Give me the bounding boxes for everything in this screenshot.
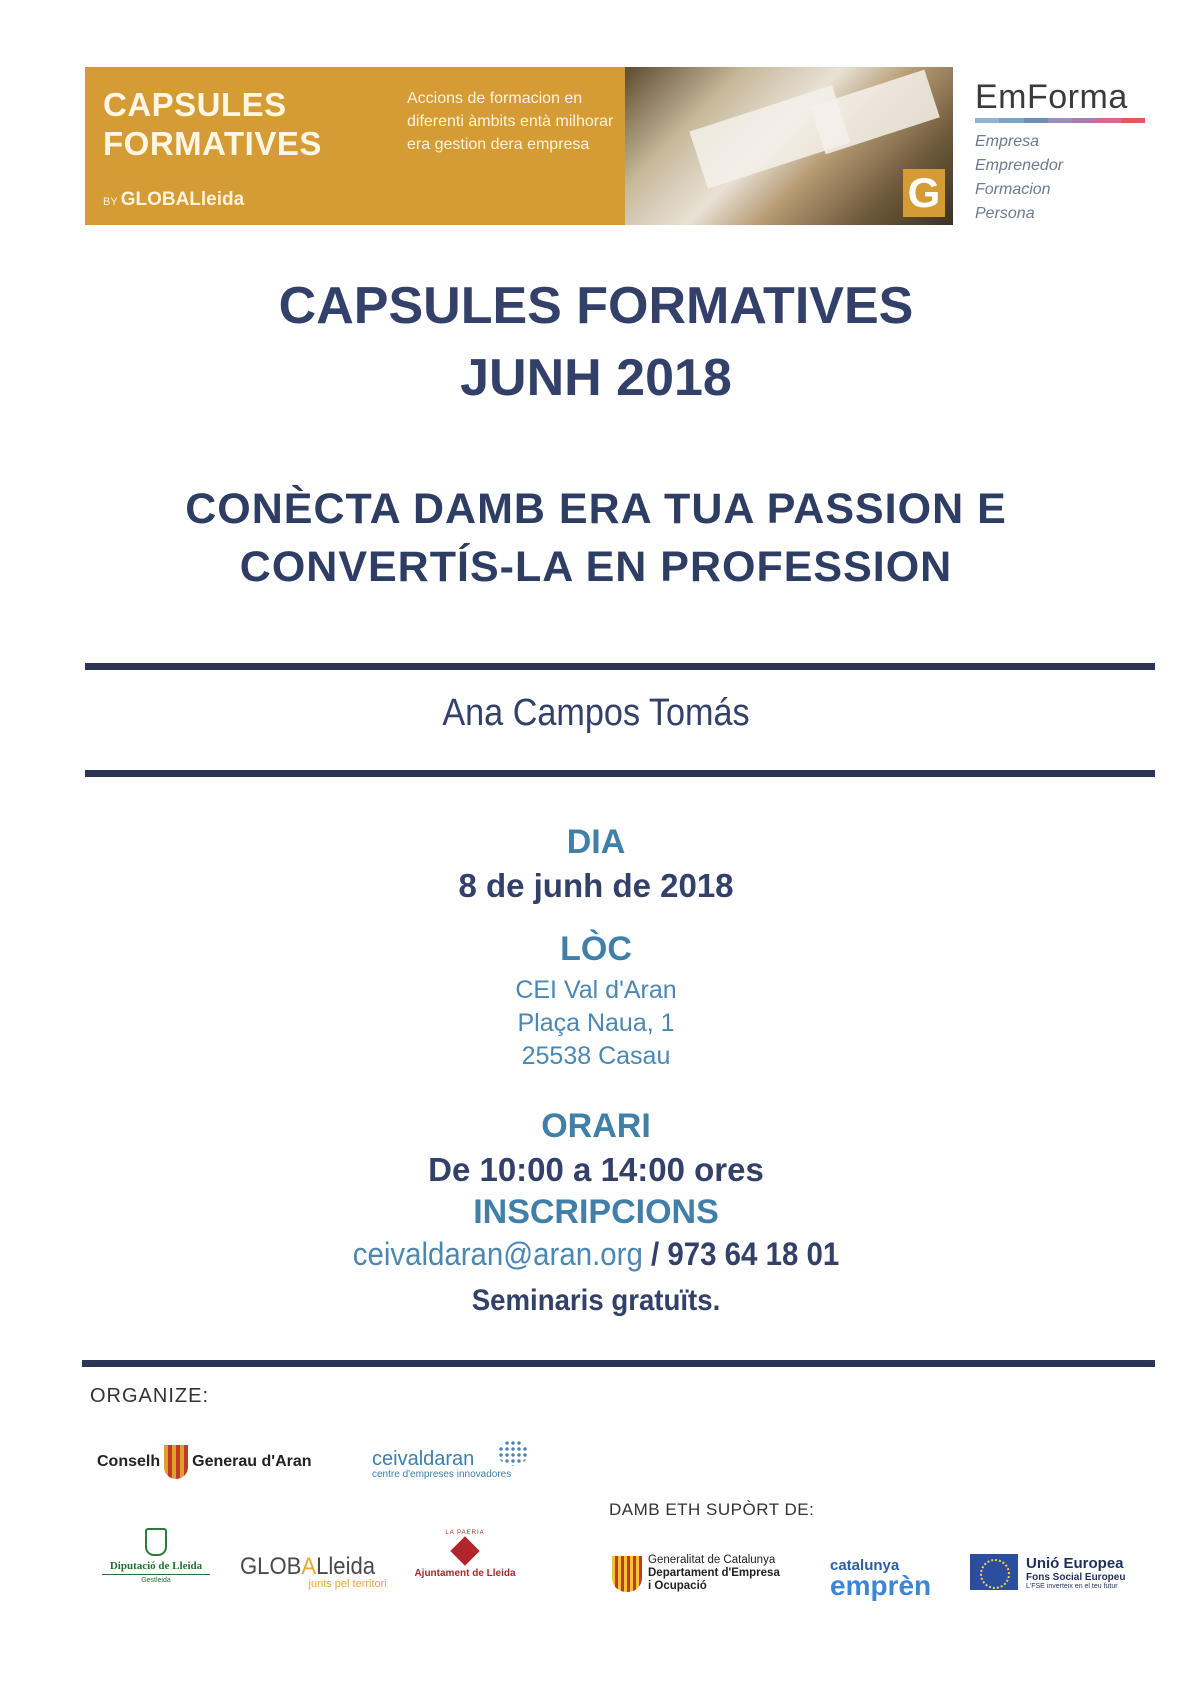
- eu-flag-icon: [970, 1554, 1018, 1590]
- emforma-list: [975, 130, 1145, 226]
- subtitle-line1: CONÈCTA DAMB ERA TUA PASSION E: [185, 485, 1007, 533]
- address-line: CEI Val d'Aran: [515, 976, 677, 1004]
- emforma-bar-segment: [1072, 118, 1096, 123]
- generalitat-logo-text: [648, 1554, 780, 1593]
- conselh-generau-aran-logo: [97, 1445, 312, 1479]
- organizers-label: ORGANIZE:: [90, 1385, 210, 1407]
- banner-photo: [625, 67, 953, 225]
- address-line: Plaça Naua, 1: [517, 1009, 675, 1037]
- generalitat-line3: i Ocupació: [648, 1580, 707, 1592]
- ajuntament-top-text: LA PAERIA: [445, 1530, 485, 1536]
- generalitat-flag-icon: [612, 1556, 642, 1592]
- banner-by-prefix: BY: [103, 196, 118, 208]
- speaker-name: Ana Campos Tomás: [442, 692, 750, 734]
- banner-title: [103, 85, 322, 163]
- registration-email-link[interactable]: ceivaldaran@aran.org: [352, 1236, 643, 1272]
- globalleida-logo-name: [240, 1553, 375, 1581]
- empren-logo-big: emprèn: [830, 1570, 932, 1601]
- emforma-bar-segment: [999, 118, 1023, 123]
- banner-description: Accions de formacion en diferenti àmbits entà milhorar era gestion dera empresa: [407, 90, 614, 153]
- aran-logo-text-right: Generau d'Aran: [192, 1453, 312, 1470]
- generalitat-line2: Departament d'Empresa: [648, 1567, 780, 1579]
- union-europea-logo: [970, 1554, 1125, 1590]
- emforma-bar-segment: [1048, 118, 1072, 123]
- diputacio-logo-name: Diputació de Lleida: [109, 1560, 203, 1572]
- support-label: DAMB ETH SUPÒRT DE:: [609, 1500, 815, 1519]
- banner-g-logo: G: [903, 169, 945, 217]
- free-seminars-note: Seminaris gratuïts.: [471, 1284, 721, 1317]
- divider: [82, 1360, 1155, 1367]
- cei-logo-tagline: centre d'empreses innovadores: [372, 1469, 512, 1480]
- emforma-bar-segment: [1096, 118, 1120, 123]
- global-pre: GLOB: [240, 1553, 302, 1580]
- eu-line2: Fons Social Europeu: [1026, 1571, 1126, 1583]
- banner-title-line2: FORMATIVES: [103, 125, 322, 162]
- eu-line3: L'FSE inverteix en el teu futur: [1026, 1582, 1118, 1590]
- aran-logo-text-left: Conselh: [97, 1453, 161, 1470]
- banner-byline: [103, 189, 244, 211]
- date-value: 8 de junh de 2018: [458, 867, 734, 904]
- diputacio-logo-sub: Gestleida: [141, 1577, 171, 1584]
- page-title-line1: CAPSULES FORMATIVES: [278, 277, 914, 335]
- catalunya-empren-logo: [830, 1557, 932, 1601]
- ajuntament-logo-name: Ajuntament de Lleida: [414, 1568, 516, 1579]
- generalitat-logo: [612, 1554, 780, 1593]
- header-banner: [85, 67, 953, 225]
- emforma-item: Empresa: [975, 133, 1040, 150]
- date-label: DIA: [566, 823, 626, 861]
- catalunya-logo-small: catalunya: [830, 1557, 900, 1574]
- eu-line1: Unió Europea: [1026, 1554, 1124, 1572]
- emforma-bar-segment: [1121, 118, 1145, 123]
- emforma-logo-block: [975, 78, 1145, 226]
- diputacio-emblem-icon: [145, 1528, 167, 1556]
- emforma-bar-segment: [1024, 118, 1048, 123]
- registration-phone: / 973 64 18 01: [642, 1236, 840, 1272]
- page-title-line2: JUNH 2018: [460, 349, 732, 407]
- global-post: Lleida: [316, 1553, 376, 1580]
- banner-by-name: GLOBALleida: [120, 189, 245, 210]
- photo-paper: [810, 70, 940, 155]
- address-line: 25538 Casau: [521, 1042, 671, 1070]
- banner-title-line1: CAPSULES: [103, 86, 287, 123]
- emforma-item: Formacion: [975, 181, 1051, 198]
- ajuntament-emblem-icon: [450, 1536, 479, 1565]
- cei-dots-icon: [498, 1440, 528, 1466]
- subtitle-line2: CONVERTÍS-LA EN PROFESSION: [239, 543, 953, 591]
- emforma-logo: EmForma: [975, 78, 1128, 116]
- diputacio-logo-rule: [102, 1574, 210, 1575]
- ajuntament-lleida-logo: [405, 1530, 525, 1579]
- generalitat-line1: Generalitat de Catalunya: [648, 1554, 776, 1566]
- eu-logo-text: [1026, 1555, 1125, 1590]
- globalleida-logo: [240, 1553, 387, 1590]
- cei-logo-name: ceivaldaran: [372, 1448, 475, 1470]
- divider: [85, 663, 1155, 670]
- divider: [85, 770, 1155, 777]
- registration-contact: [48, 1236, 1145, 1273]
- schedule-label: ORARI: [541, 1107, 651, 1145]
- aran-shield-icon: [164, 1445, 188, 1479]
- ceivaldaran-logo: [372, 1448, 511, 1480]
- emforma-color-bar: [975, 118, 1145, 123]
- diputacio-lleida-logo: [96, 1528, 216, 1584]
- schedule-value: De 10:00 a 14:00 ores: [428, 1151, 764, 1188]
- location-label: LÒC: [560, 930, 632, 968]
- global-a: A: [301, 1553, 317, 1580]
- emforma-item: Persona: [975, 205, 1035, 222]
- registration-label: INSCRIPCIONS: [473, 1193, 719, 1231]
- emforma-bar-segment: [975, 118, 999, 123]
- emforma-item: Emprenedor: [975, 157, 1064, 174]
- globalleida-tagline: junts pel territori: [308, 1578, 387, 1590]
